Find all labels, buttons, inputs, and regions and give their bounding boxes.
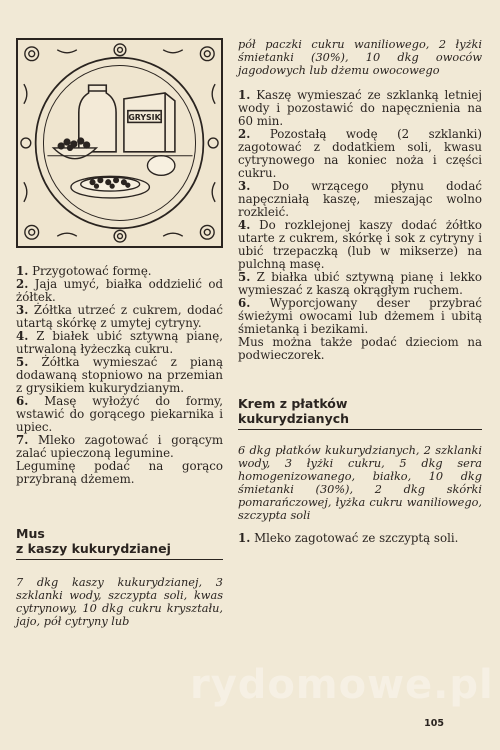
list-item: 1. Kaszę wymieszać ze szklanką letniej wody i pozostawić do napęcznienia na 60 min. [238,88,483,128]
recipe-title: Krem z płatków [238,396,348,411]
left-column [16,38,223,628]
egg-icon [147,156,174,176]
page-number: 105 [424,718,444,729]
list-item: 1. Przygotować formę. [16,264,152,278]
dessert-plate-icon [71,176,149,198]
right-column [238,38,482,545]
recipe-subtitle: kukurydzianych [238,411,350,426]
right-steps-list [238,89,482,362]
recipe-subtitle: z kaszy kukurydzianej [16,541,171,556]
list-item: 2. Pozostałą wodę (2 szklanki) zagotować z dodatkiem soli, kwasu cytrynowego na koniec noża i części cukru. [238,127,482,180]
recipe-title: Mus [16,526,45,541]
list-item: 6. Wyporcjowany deser przybrać świeżymi owocami lub dżemem i ubitą śmietanką i bezikami. [238,296,482,336]
milk-bottle-icon [79,85,116,152]
watermark: rydomowe.pl [190,662,494,708]
title-divider [238,429,482,430]
ingredients-list: 7 dkg kaszy kukurydzianej, 3 szklanki wody, szczypta soli, kwas cytrynowy, 10 dkg cukru kryształu, jajo, pół cytryny lub [16,576,223,628]
serving-note: Leguminę podać na gorąco przybraną dżemem. [16,459,223,486]
list-item: 2. Jaja umyć, białka oddzielić od żółtek. [16,277,224,304]
list-item: 5. Żółtka wymieszać z pianą dodawaną stopniowo na przemian z grysikiem kukurydzianym. [16,355,223,395]
recipe-mus-section [16,526,223,628]
list-item: 6. Masę wyłożyć do formy, wstawić do gorącego piekarnika i upiec. [16,394,223,434]
ingredients-continued: pół paczki cukru waniliowego, 2 łyżki śmietanki (30%), 10 dkg owoców jagodowych lub dżemu owocowego [238,38,482,77]
list-item: 3. Do wrzącego płynu dodać napęczniałą kaszę, mieszając wolno rozkleić. [238,179,482,219]
title-divider [16,559,223,560]
list-item: 3. Żółtka utrzeć z cukrem, dodać utartą skórkę z umytej cytryny. [16,303,223,330]
recipe-illustration [16,38,223,248]
ingredients-list: 6 dkg płatków kukurydzianych, 2 szklanki wody, 3 łyżki cukru, 5 dkg sera homogenizowanego, białko, 10 dkg śmietanki (30%), 2 dkg skórki pomarańczowej, łyżka cukru waniliowego, szczypta soli [238,444,482,522]
list-item: 4. Do rozklejonej kaszy dodać żółtko utarte z cukrem, skórkę i sok z cytryny i ubić trzepaczką (lub w mikserze) na pulchną masę. [238,218,483,271]
grysik-box-label: GRYSIK [128,112,161,122]
left-steps-list [16,265,223,486]
illustration-drawing [18,40,221,246]
grysik-box-icon [124,93,175,152]
recipe-krem-section [238,396,482,545]
flower-ornament-icon [21,44,218,242]
list-item: 5. Z białka ubić sztywną pianę i lekko wymieszać z kaszą okrągłym ruchem. [238,270,483,297]
list-item: 4. Z białek ubić sztywną pianę, utrwaloną łyżeczką cukru. [16,329,223,356]
serving-note: Mus można także podać dzieciom na podwieczorek. [238,335,482,362]
list-item: 7. Mleko zagotować i gorącym zalać upieczoną legumine. [16,433,224,460]
list-item: 1. Mleko zagotować ze szczyptą soli. [238,531,459,545]
